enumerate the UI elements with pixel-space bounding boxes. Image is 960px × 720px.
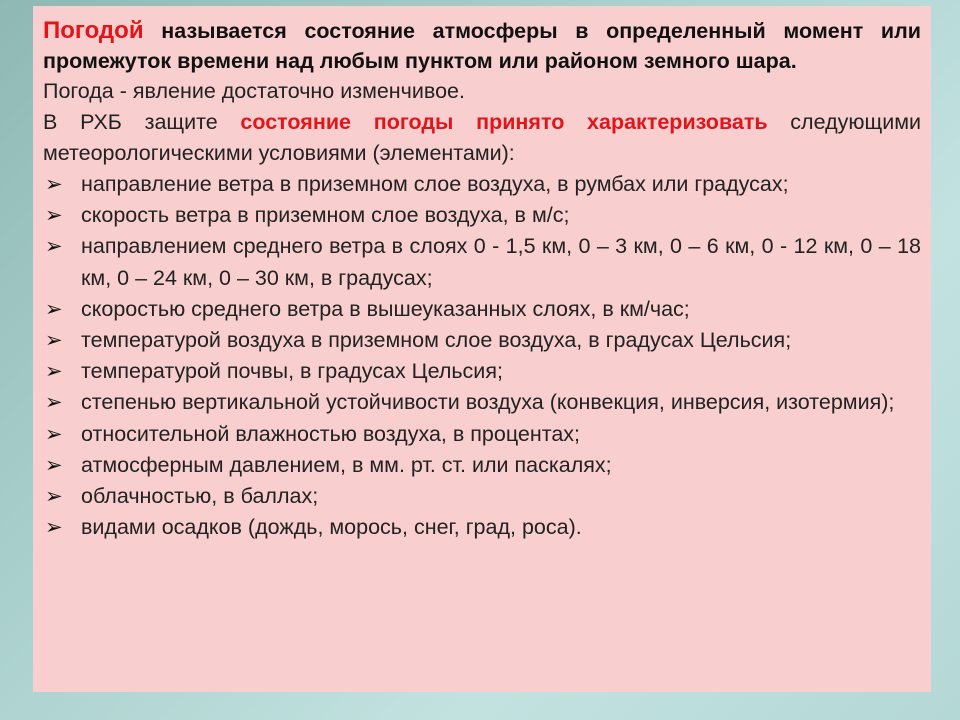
- list-item-text: скоростью среднего ветра в вышеуказанных слоях, в км/час;: [81, 296, 690, 321]
- arrowhead-bullet-icon: ➢: [45, 422, 63, 446]
- arrowhead-bullet-icon: ➢: [45, 360, 63, 384]
- list-item-text: атмосферным давлением, в мм. рт. ст. или паскалях;: [81, 452, 612, 477]
- list-item-text: температурой почвы, в градусах Цельсия;: [81, 359, 503, 384]
- arrowhead-bullet-icon: ➢: [45, 516, 63, 540]
- list-item-text: скорость ветра в приземном слое воздуха, в м/с;: [81, 203, 570, 228]
- list-item: [43, 231, 921, 293]
- list-item-text: температурой воздуха в приземном слое воздуха, в градусах Цельсия;: [81, 328, 792, 353]
- arrowhead-bullet-icon: ➢: [45, 329, 63, 353]
- definition-term: Погодой: [43, 17, 144, 44]
- intro-text-before: В РХБ защите: [43, 110, 241, 134]
- arrowhead-bullet-icon: ➢: [45, 391, 63, 415]
- content-panel: [33, 6, 931, 692]
- list-item: [43, 356, 921, 387]
- list-item: [43, 419, 921, 450]
- list-item: [43, 481, 921, 512]
- list-item-text: направление ветра в приземном слое воздуха, в румбах или градусах;: [81, 172, 789, 196]
- intro-paragraph: [43, 107, 921, 169]
- definition-paragraph: [43, 16, 921, 76]
- arrowhead-bullet-icon: ➢: [45, 485, 63, 509]
- list-item: [43, 387, 921, 418]
- meteorological-elements-list: [43, 169, 921, 543]
- list-item: [43, 512, 921, 543]
- list-item-text: видами осадков (дождь, морось, снег, град, роса).: [81, 515, 582, 540]
- arrowhead-bullet-icon: ➢: [45, 204, 63, 228]
- list-item-text: облачностью, в баллах;: [81, 484, 319, 509]
- arrowhead-bullet-icon: ➢: [45, 453, 63, 477]
- list-item: [43, 450, 921, 481]
- list-item-text: относительной влажностью воздуха, в процентах;: [81, 421, 581, 446]
- list-item-text: направлением среднего ветра в слоях 0 - 1,5 км, 0 – 3 км, 0 – 6 км, 0 - 12 км, 0 – 18 км, 0 – 24 км, 0 – 30 км, в градусах;: [81, 234, 921, 290]
- list-item: [43, 325, 921, 356]
- list-item-text: степенью вертикальной устойчивости воздуха (конвекция, инверсия, изотермия);: [81, 390, 895, 415]
- list-item: [43, 200, 921, 231]
- list-item: [43, 169, 921, 200]
- arrowhead-bullet-icon: ➢: [45, 235, 63, 259]
- definition-text: называется состояние атмосферы в определенный момент или промежуток времени над любым пунктом или районом земного шара.: [43, 19, 921, 73]
- intro-highlight: состояние погоды принято характеризовать: [240, 110, 768, 134]
- arrowhead-bullet-icon: ➢: [45, 297, 63, 321]
- arrowhead-bullet-icon: ➢: [45, 173, 63, 196]
- list-item: [43, 294, 921, 325]
- note-paragraph: Погода - явление достаточно изменчивое.: [43, 79, 465, 103]
- intro-text-after: следующими метеорологическими условиями (элементами):: [43, 110, 921, 165]
